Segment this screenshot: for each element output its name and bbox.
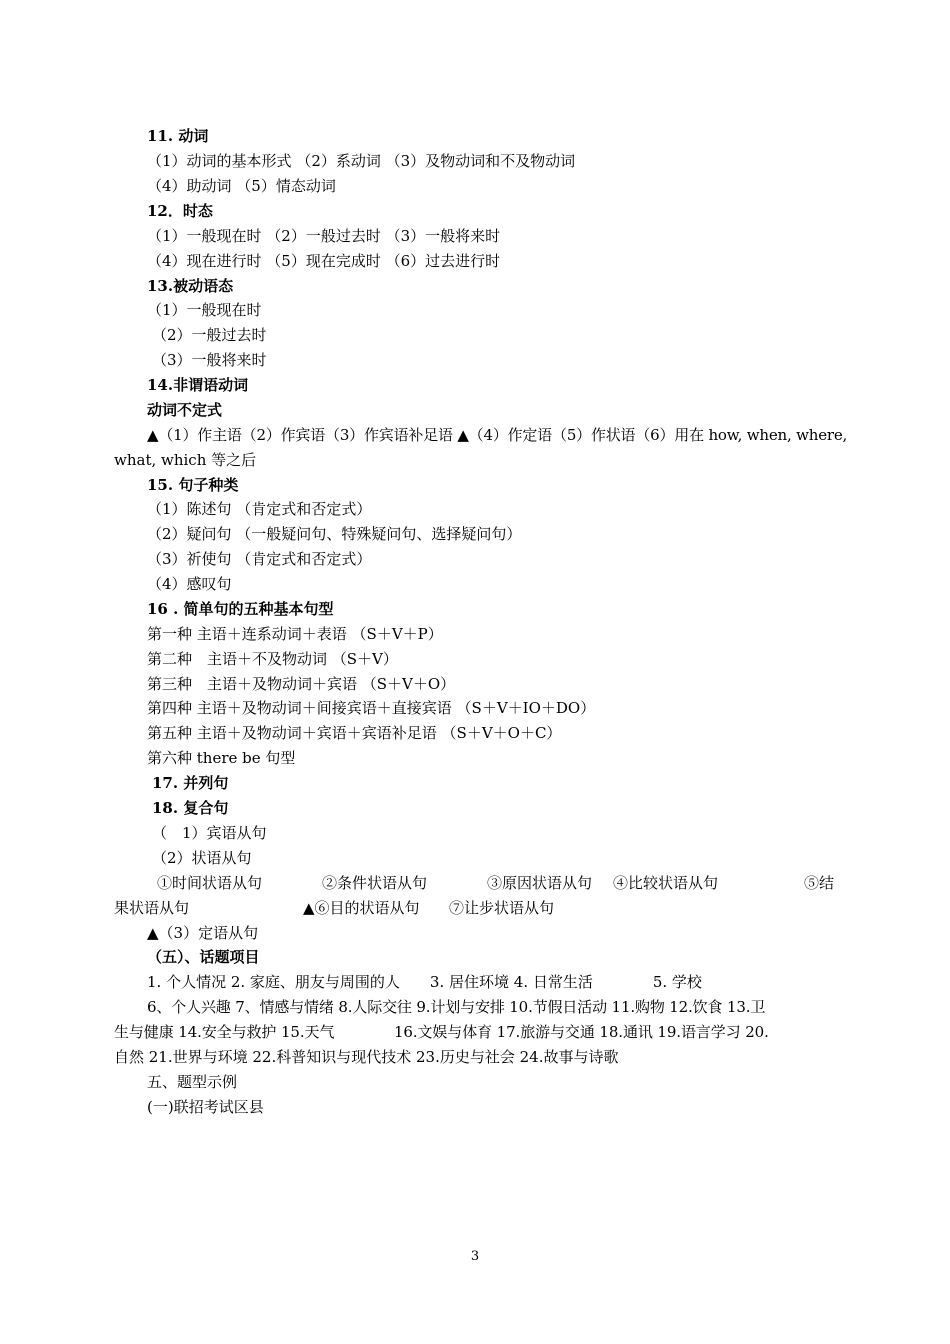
- text-line: （1）陈述句 （肯定式和否定式）: [147, 500, 372, 518]
- text-line: （2）状语从句: [152, 849, 252, 867]
- text-line: 自然 21.世界与环境 22.科普知识与现代技术 23.历史与社会 24.故事与诗歌: [114, 1048, 619, 1066]
- text-line: (一)联招考试区县: [147, 1098, 264, 1116]
- text-line: 6、个人兴趣 7、情感与情绪 8.人际交往 9.计划与安排 10.节假日活动 11.购物 12.饮食 13.卫: [147, 998, 766, 1016]
- heading-simple-sentence-patterns: 16 . 简单句的五种基本句型: [147, 600, 334, 618]
- heading-infinitive: 动词不定式: [147, 401, 223, 419]
- text-line: （1）动词的基本形式 （2）系动词 （3）及物动词和不及物动词: [147, 152, 576, 170]
- text-fragment: 果状语从句: [114, 899, 190, 917]
- text-line: what, which 等之后: [114, 451, 257, 469]
- text-line: （1）一般现在时: [147, 301, 262, 319]
- text-line: ▲（3）定语从句: [147, 924, 259, 942]
- heading-compound-sentence: 17. 并列句: [152, 774, 229, 792]
- text-fragment: ①时间状语从句: [157, 874, 263, 892]
- text-line: （1）一般现在时 （2）一般过去时 （3）一般将来时: [147, 227, 501, 245]
- heading-verbs: 11. 动词: [147, 127, 209, 145]
- text-fragment: ③原因状语从句: [487, 874, 593, 892]
- text-line: （ 1）宾语从句: [152, 824, 267, 842]
- heading-tenses: 12．时态: [147, 202, 213, 220]
- text-line: （3）一般将来时: [152, 351, 267, 369]
- text-fragment: ▲⑥目的状语从句: [303, 899, 420, 917]
- heading-nonfinite-verbs: 14.非谓语动词: [147, 376, 249, 394]
- text-line: 生与健康 14.安全与救护 15.天气 16.文娱与体育 17.旅游与交通 18.通讯 19.语言学习 20.: [114, 1023, 769, 1041]
- text-fragment: ⑤结: [804, 874, 835, 892]
- heading-topics: （五）、话题项目: [147, 948, 260, 966]
- text-line: （2）一般过去时: [152, 326, 267, 344]
- text-line: （3）祈使句 （肯定式和否定式）: [147, 550, 372, 568]
- heading-complex-sentence: 18. 复合句: [152, 799, 229, 817]
- text-line: （4）现在进行时 （5）现在完成时 （6）过去进行时: [147, 252, 501, 270]
- text-line: （4）助动词 （5）情态动词: [147, 177, 336, 195]
- text-line: 1. 个人情况 2. 家庭、朋友与周围的人 3. 居住环境 4. 日常生活 5. 学校: [147, 973, 702, 991]
- text-line: 第三种 主语＋及物动词＋宾语 （S＋V＋O）: [147, 675, 456, 693]
- text-line: 第六种 there be 句型: [147, 749, 296, 767]
- text-line: 五、题型示例: [147, 1073, 238, 1091]
- text-line: （2）疑问句 （一般疑问句、特殊疑问句、选择疑问句）: [147, 525, 522, 543]
- text-line: 第二种 主语＋不及物动词 （S＋V）: [147, 650, 398, 668]
- heading-passive-voice: 13.被动语态: [147, 277, 234, 295]
- text-fragment: ②条件状语从句: [322, 874, 428, 892]
- text-line: 第五种 主语＋及物动词＋宾语＋宾语补足语 （S＋V＋O＋C）: [147, 724, 562, 742]
- text-line: 第四种 主语＋及物动词＋间接宾语＋直接宾语 （S＋V＋IO＋DO）: [147, 699, 596, 717]
- page-number: 3: [470, 1249, 480, 1264]
- text-line: 第一种 主语＋连系动词＋表语 （S＋V＋P）: [147, 625, 443, 643]
- text-fragment: ④比较状语从句: [613, 874, 719, 892]
- text-line: （4）感叹句: [147, 575, 232, 593]
- heading-sentence-types: 15. 句子种类: [147, 476, 239, 494]
- text-line: ▲（1）作主语（2）作宾语（3）作宾语补足语 ▲（4）作定语（5）作状语（6）用在 how, when, where,: [147, 426, 848, 444]
- text-fragment: ⑦让步状语从句: [449, 899, 555, 917]
